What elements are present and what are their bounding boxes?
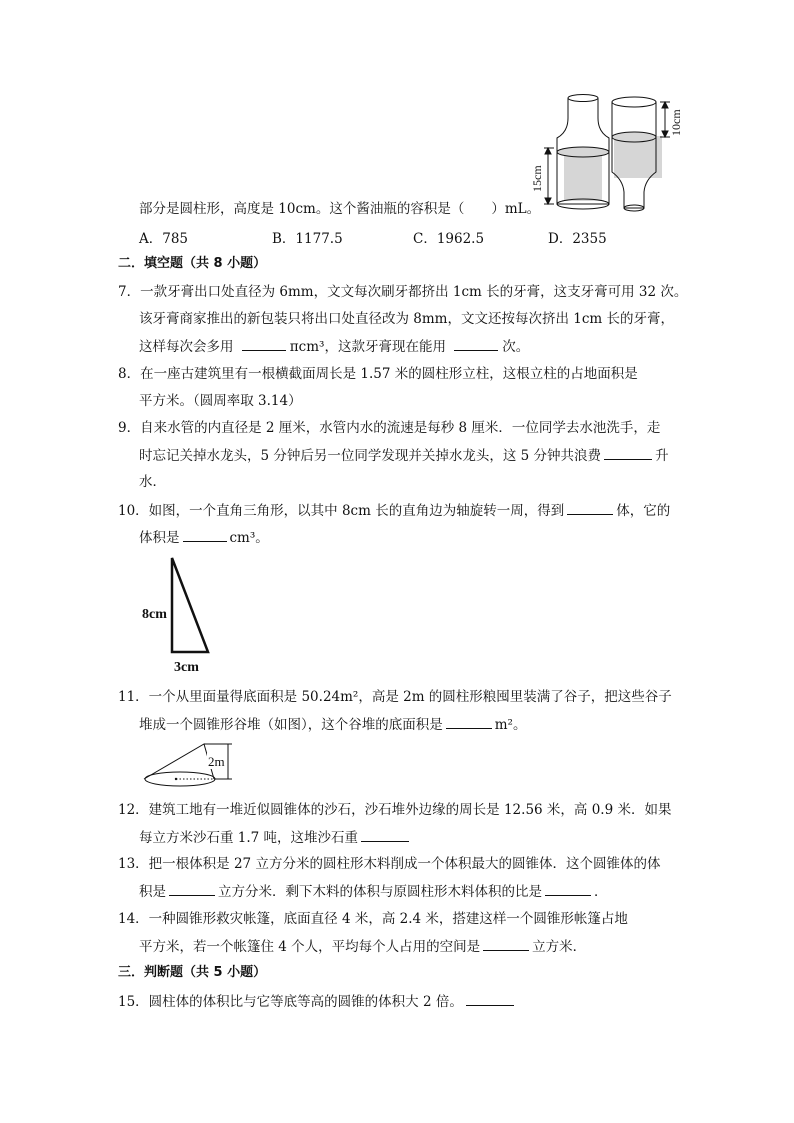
q13-text-b: 立方分米．剩下木料的体积与原圆柱形木料体积的比是 xyxy=(218,884,542,900)
q6-option-a: A．785 xyxy=(139,231,189,247)
q7-blank-1[interactable] xyxy=(242,336,286,351)
q9-line1: 9．自来水管的内直径是 2 厘米，水管内水的流速是每秒 8 厘米．一位同学去水池洗手，走 xyxy=(118,420,661,436)
q12-blank[interactable] xyxy=(361,827,409,842)
q9-text-a: 时忘记关掉水龙头，5 分钟后另一位同学发现并关掉水龙头，这 5 分钟共浪费 xyxy=(139,448,602,464)
q13-line2 xyxy=(139,881,608,902)
q10-text-c: 体积是 xyxy=(139,530,180,546)
q10-blank-2[interactable] xyxy=(183,527,227,542)
q15-text: 15．圆柱体的体积比与它等底等高的圆锥的体积大 2 倍。 xyxy=(118,994,463,1010)
q14-text-b: 立方米． xyxy=(532,939,587,955)
q12-line2 xyxy=(139,827,412,848)
q6-option-d: D．2355 xyxy=(548,231,607,247)
q14-blank[interactable] xyxy=(483,936,529,951)
q12-text-a: 每立方米沙石重 1.7 吨，这堆沙石重 xyxy=(139,830,359,846)
label-10cm: 10cm xyxy=(669,109,683,136)
q13-line1: 13．把一根体积是 27 立方分米的圆柱形木料削成一个体积最大的圆锥体．这个圆锥体的体 xyxy=(118,856,661,872)
q10-text-d: cm³。 xyxy=(229,530,269,546)
q7-line3 xyxy=(139,336,529,357)
q10-line1 xyxy=(118,500,670,521)
q10-line2 xyxy=(139,527,269,548)
q11-text-a: 堆成一个圆锥形谷堆（如图），这个谷堆的底面积是 xyxy=(139,717,443,733)
q13-text-c: ． xyxy=(594,884,608,900)
q15-line1 xyxy=(118,991,517,1012)
q8-line2: 平方米。（圆周率取 3.14） xyxy=(139,393,302,409)
q8-line1: 8．在一座古建筑里有一根横截面周长是 1.57 米的圆柱形立柱，这根立柱的占地面积是 xyxy=(118,366,638,382)
q6-option-b: B．1177.5 xyxy=(272,231,343,247)
q10-text-a: 10．如图，一个直角三角形，以其中 8cm 长的直角边为轴旋转一周，得到 xyxy=(118,503,565,519)
q15-blank[interactable] xyxy=(466,991,514,1006)
q14-line2 xyxy=(139,936,586,957)
triangle-shape xyxy=(172,558,208,652)
q7-text-a: 这样每次会多用 xyxy=(139,339,234,355)
q13-text-a: 积是 xyxy=(139,884,166,900)
q7-blank-2[interactable] xyxy=(454,336,498,351)
q7-line1: 7．一款牙膏出口处直径为 6mm，文文每次刷牙都挤出 1cm 长的牙膏，这支牙膏可用 32 次。 xyxy=(118,284,688,300)
label-15cm: 15cm xyxy=(530,165,544,192)
q13-blank-2[interactable] xyxy=(545,881,591,896)
q12-line1: 12．建筑工地有一堆近似圆锥体的沙石，沙石堆外边缘的周长是 12.56 米，高 0.9 米．如果 xyxy=(118,802,672,818)
cone-figure xyxy=(140,741,240,791)
triangle-height-label: 8cm xyxy=(142,607,167,622)
q13-blank-1[interactable] xyxy=(169,881,215,896)
section-title-true-false: 三．判断题（共 5 小题） xyxy=(118,965,267,980)
q9-line3: 水． xyxy=(139,474,166,490)
q10-blank-1[interactable] xyxy=(567,500,613,515)
triangle-base-label: 3cm xyxy=(174,660,199,675)
q11-line2 xyxy=(139,714,526,735)
bottle-figure xyxy=(528,92,684,216)
q11-blank[interactable] xyxy=(446,714,492,729)
cone-height-label: 2m xyxy=(208,754,225,769)
q6-line: 部分是圆柱形，高度是 10cm。这个酱油瓶的容积是（ ）mL。 xyxy=(139,201,541,217)
q6-option-c: C．1962.5 xyxy=(413,231,485,247)
q10-text-b: 体，它的 xyxy=(616,503,671,519)
q9-blank[interactable] xyxy=(604,445,652,460)
right-triangle-figure xyxy=(138,555,228,677)
q14-text-a: 平方米，若一个帐篷住 4 个人，平均每个人占用的空间是 xyxy=(139,939,481,955)
q11-line1: 11．一个从里面量得底面积是 50.24m²，高是 2m 的圆柱形粮囤里装满了谷子，把这些谷子 xyxy=(118,689,672,705)
upright-bottle xyxy=(557,95,609,210)
q7-text-c: 次。 xyxy=(502,339,530,355)
dimension-15cm xyxy=(544,148,554,204)
inverted-bottle xyxy=(612,97,662,211)
q11-text-b: m²。 xyxy=(494,717,527,733)
q7-line2: 该牙膏商家推出的新包装只将出口处直径改为 8mm，文文还按每次挤出 1cm 长的牙膏， xyxy=(139,311,675,327)
q9-line2 xyxy=(139,445,669,466)
section-title-fill-in: 二．填空题（共 8 小题） xyxy=(118,256,267,271)
q7-text-b: πcm³，这款牙膏现在能用 xyxy=(289,339,446,355)
q14-line1: 14．一种圆锥形救灾帐篷，底面直径 4 米，高 2.4 米，搭建这样一个圆锥形帐篷占地 xyxy=(118,911,628,927)
q9-text-b: 升 xyxy=(655,448,669,464)
